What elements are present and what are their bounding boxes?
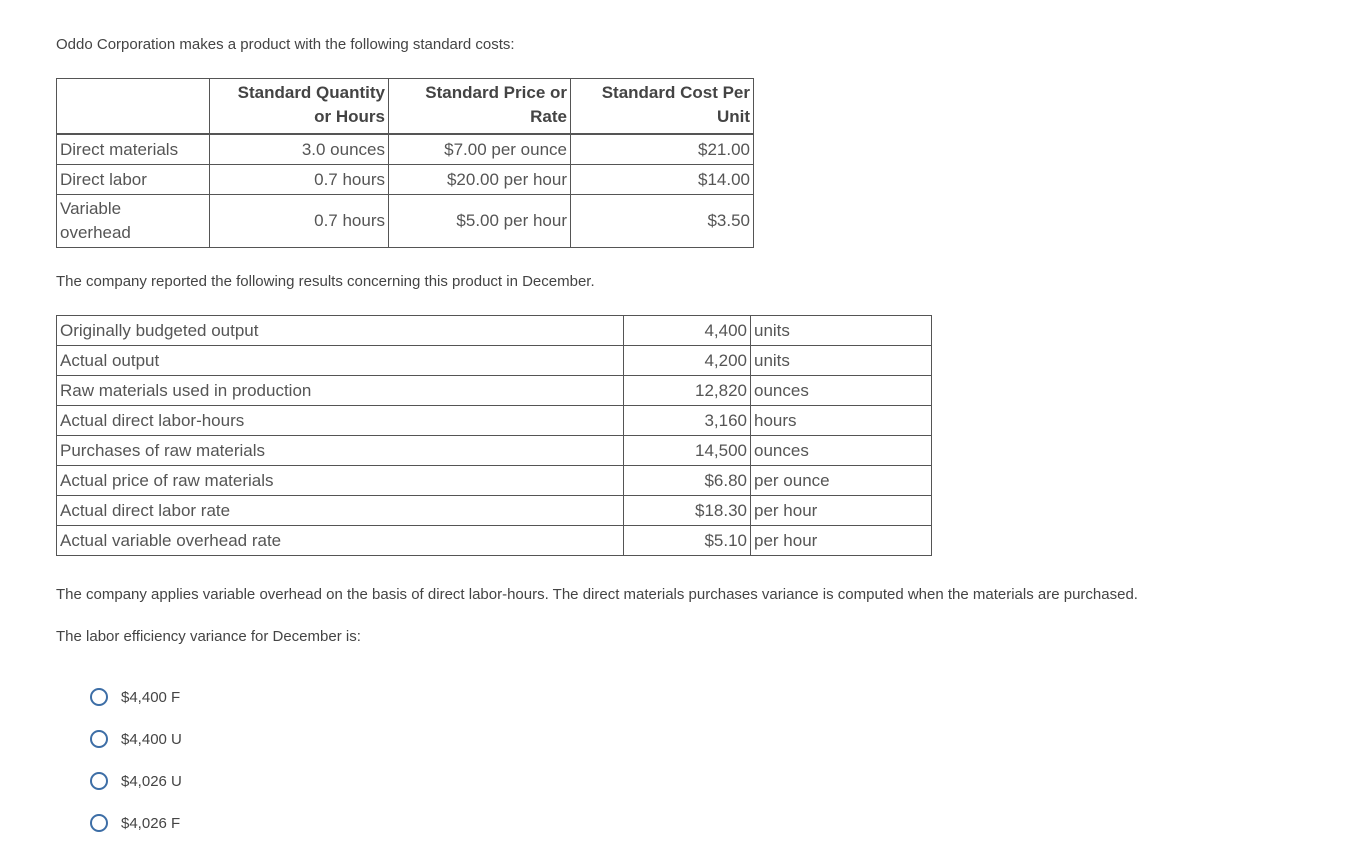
table-row bbox=[57, 496, 932, 526]
radio-button[interactable] bbox=[90, 730, 108, 748]
standard-cost-cell: $21.00 bbox=[571, 134, 754, 165]
result-unit: per hour bbox=[751, 526, 932, 556]
result-unit: ounces bbox=[751, 436, 932, 466]
standard-quantity-cell: 3.0 ounces bbox=[210, 134, 389, 165]
result-value: 4,200 bbox=[624, 346, 751, 376]
header-standard-cost: Standard Cost Per Unit bbox=[571, 79, 754, 135]
result-label: Actual variable overhead rate bbox=[57, 526, 624, 556]
standard-price-cell: $5.00 per hour bbox=[389, 195, 571, 248]
results-intro-text: The company reported the following results concerning this product in December. bbox=[56, 273, 595, 290]
table-row bbox=[57, 316, 932, 346]
result-label: Actual direct labor rate bbox=[57, 496, 624, 526]
result-value: $6.80 bbox=[624, 466, 751, 496]
table-row bbox=[57, 346, 932, 376]
result-label: Originally budgeted output bbox=[57, 316, 624, 346]
standard-costs-header-row bbox=[57, 79, 754, 135]
result-value: 12,820 bbox=[624, 376, 751, 406]
result-value: 3,160 bbox=[624, 406, 751, 436]
note-text: The company applies variable overhead on the basis of direct labor-hours. The direct materials purchases variance is computed when the materials are purchased. bbox=[56, 586, 1138, 603]
table-row bbox=[57, 436, 932, 466]
radio-button[interactable] bbox=[90, 688, 108, 706]
result-value: $18.30 bbox=[624, 496, 751, 526]
table-row bbox=[57, 165, 754, 195]
answer-option-label: $4,026 F bbox=[121, 814, 181, 832]
standard-price-cell: $20.00 per hour bbox=[389, 165, 571, 195]
table-row bbox=[57, 466, 932, 496]
answer-option-label: $4,400 U bbox=[121, 730, 182, 748]
result-unit: units bbox=[751, 316, 932, 346]
answer-option[interactable] bbox=[90, 718, 182, 760]
standard-costs-table bbox=[56, 78, 754, 248]
standard-quantity-cell: 0.7 hours bbox=[210, 195, 389, 248]
table-row bbox=[57, 406, 932, 436]
result-unit: ounces bbox=[751, 376, 932, 406]
result-unit: units bbox=[751, 346, 932, 376]
standard-cost-cell: $3.50 bbox=[571, 195, 754, 248]
table-row bbox=[57, 376, 932, 406]
result-unit: per hour bbox=[751, 496, 932, 526]
answer-option-label: $4,026 U bbox=[121, 772, 182, 790]
question-text: The labor efficiency variance for December is: bbox=[56, 628, 361, 645]
result-label: Raw materials used in production bbox=[57, 376, 624, 406]
intro-text: Oddo Corporation makes a product with the following standard costs: bbox=[56, 36, 515, 53]
result-label: Actual direct labor-hours bbox=[57, 406, 624, 436]
answer-option-label: $4,400 F bbox=[121, 688, 181, 706]
row-label: Direct labor bbox=[57, 165, 210, 195]
result-value: 14,500 bbox=[624, 436, 751, 466]
result-value: $5.10 bbox=[624, 526, 751, 556]
result-unit: per ounce bbox=[751, 466, 932, 496]
result-value: 4,400 bbox=[624, 316, 751, 346]
result-unit: hours bbox=[751, 406, 932, 436]
answer-option[interactable] bbox=[90, 760, 182, 802]
radio-button[interactable] bbox=[90, 772, 108, 790]
table-row bbox=[57, 526, 932, 556]
row-label: Direct materials bbox=[57, 134, 210, 165]
radio-button[interactable] bbox=[90, 814, 108, 832]
table-row bbox=[57, 134, 754, 165]
table-row bbox=[57, 195, 754, 248]
standard-cost-cell: $14.00 bbox=[571, 165, 754, 195]
result-label: Purchases of raw materials bbox=[57, 436, 624, 466]
answer-option[interactable] bbox=[90, 676, 182, 718]
result-label: Actual output bbox=[57, 346, 624, 376]
december-results-table bbox=[56, 315, 932, 556]
header-standard-price: Standard Price or Rate bbox=[389, 79, 571, 135]
header-standard-quantity: Standard Quantity or Hours bbox=[210, 79, 389, 135]
standard-quantity-cell: 0.7 hours bbox=[210, 165, 389, 195]
header-blank-cell bbox=[57, 79, 210, 135]
answer-option[interactable] bbox=[90, 802, 182, 844]
row-label: Variable overhead bbox=[57, 195, 210, 248]
answer-options bbox=[90, 676, 182, 844]
result-label: Actual price of raw materials bbox=[57, 466, 624, 496]
standard-price-cell: $7.00 per ounce bbox=[389, 134, 571, 165]
